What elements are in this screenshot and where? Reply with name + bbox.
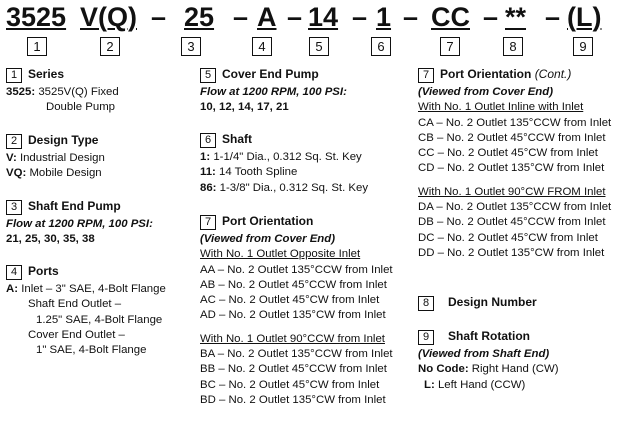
flow-condition: Flow at 1200 RPM, 100 PSI: xyxy=(6,218,153,230)
code-series: 3525 xyxy=(6,2,67,32)
code-number-box: 5 xyxy=(309,37,329,56)
shaft-code: 86: xyxy=(200,181,217,194)
model-code xyxy=(6,2,606,34)
section-cover-end-pump xyxy=(200,66,410,116)
orientation-group-heading: With No. 1 Outlet 90°CW FROM Inlet xyxy=(418,185,606,198)
design-type-text: Industrial Design xyxy=(19,152,105,164)
ports-cover-end-outlet: Cover End Outlet – xyxy=(28,328,125,341)
code-number-box: 8 xyxy=(503,37,523,56)
orientation-option: CD – No. 2 Outlet 135°CW from Inlet xyxy=(418,162,605,175)
section-title: Cover End Pump xyxy=(222,67,319,82)
section-title: Ports xyxy=(28,264,59,279)
orientation-option: AC – No. 2 Outlet 45°CW from Inlet xyxy=(200,294,380,307)
code-shaft: 1 xyxy=(376,2,392,32)
continued-note: (Cont.) xyxy=(534,67,572,82)
orientation-option: BB – No. 2 Outlet 45°CCW from Inlet xyxy=(200,363,387,376)
orientation-option: DD – No. 2 Outlet 135°CW from Inlet xyxy=(418,246,605,259)
ports-shaft-end-outlet-size: 1.25" SAE, 4-Bolt Flange xyxy=(36,313,163,326)
orientation-option: AB – No. 2 Outlet 45°CCW from Inlet xyxy=(200,278,387,291)
section-series xyxy=(6,66,191,116)
orientation-option: DA – No. 2 Outlet 135°CCW from Inlet xyxy=(418,201,612,214)
section-number: 9 xyxy=(418,330,434,345)
code-number-box: 6 xyxy=(371,37,391,56)
design-type-code: VQ: xyxy=(6,167,27,180)
rotation-code: No Code: xyxy=(418,363,469,376)
code-dash: – xyxy=(483,2,499,32)
view-note: (Viewed from Cover End) xyxy=(418,86,554,98)
section-title: Design Number xyxy=(448,295,537,310)
orientation-option: CB – No. 2 Outlet 45°CCW from Inlet xyxy=(418,131,606,144)
view-note: (Viewed from Shaft End) xyxy=(418,348,550,360)
shaft-code: 11: xyxy=(200,166,216,179)
section-number: 4 xyxy=(6,265,22,280)
code-design-number: ** xyxy=(505,2,527,32)
section-title: Shaft Rotation xyxy=(448,329,530,344)
section-shaft-rotation xyxy=(418,328,636,393)
code-dash: – xyxy=(233,2,249,32)
section-title: Shaft xyxy=(222,132,252,147)
code-number-box: 9 xyxy=(573,37,593,56)
design-type-text: Mobile Design xyxy=(29,167,102,180)
section-title: Port Orientation xyxy=(222,214,314,229)
section-number: 1 xyxy=(6,68,22,83)
shaft-text: 1-1/4" Dia., 0.312 Sq. St. Key xyxy=(213,151,362,163)
section-number: 2 xyxy=(6,134,22,149)
code-shaft-rotation: (L) xyxy=(567,2,602,32)
section-title: Port Orientation xyxy=(440,67,532,82)
series-description: 3525V(Q) Fixed xyxy=(38,86,119,98)
code-dash: – xyxy=(352,2,368,32)
ports-cover-end-outlet-size: 1" SAE, 4-Bolt Flange xyxy=(36,344,147,357)
section-ports xyxy=(6,263,196,358)
section-number: 6 xyxy=(200,133,216,148)
flow-values: 10, 12, 14, 17, 21 xyxy=(200,101,289,114)
ports-code: A: xyxy=(6,283,19,295)
shaft-text: 14 Tooth Spline xyxy=(219,166,298,179)
code-dash: – xyxy=(403,2,419,32)
series-description-2: Double Pump xyxy=(46,101,116,114)
ports-inlet: Inlet – 3" SAE, 4-Bolt Flange xyxy=(21,283,166,295)
section-number: 7 xyxy=(200,215,216,230)
code-number-box: 4 xyxy=(252,37,272,56)
section-number: 3 xyxy=(6,200,22,215)
orientation-option: BA – No. 2 Outlet 135°CCW from Inlet xyxy=(200,348,393,361)
orientation-group-heading: With No. 1 Outlet Opposite Inlet xyxy=(200,248,361,261)
section-shaft-end-pump xyxy=(6,198,191,248)
section-number: 7 xyxy=(418,68,434,83)
design-type-code: V: xyxy=(6,152,17,164)
orientation-option: BD – No. 2 Outlet 135°CW from Inlet xyxy=(200,393,386,406)
rotation-text: Right Hand (CW) xyxy=(471,363,559,376)
orientation-option: DC – No. 2 Outlet 45°CW from Inlet xyxy=(418,231,598,244)
code-number-box: 3 xyxy=(181,37,201,56)
orientation-group-heading: With No. 1 Outlet 90°CCW from Inlet xyxy=(200,332,385,345)
code-port-orientation: CC xyxy=(431,2,470,32)
code-dash: – xyxy=(545,2,561,32)
section-port-orientation-cont xyxy=(418,66,636,261)
shaft-code: 1: xyxy=(200,151,211,163)
section-title: Series xyxy=(28,67,65,82)
flow-condition: Flow at 1200 RPM, 100 PSI: xyxy=(200,86,347,98)
rotation-text: Left Hand (CCW) xyxy=(437,378,526,391)
code-cover-end-pump: 14 xyxy=(308,2,339,32)
orientation-option: CC – No. 2 Outlet 45°CW from Inlet xyxy=(418,147,598,160)
orientation-option: AD – No. 2 Outlet 135°CW from Inlet xyxy=(200,309,386,322)
orientation-option: DB – No. 2 Outlet 45°CCW from Inlet xyxy=(418,216,606,229)
code-design-type: V(Q) xyxy=(80,2,137,32)
section-number: 8 xyxy=(418,296,434,311)
code-dash: – xyxy=(287,2,303,32)
section-design-type xyxy=(6,132,191,182)
view-note: (Viewed from Cover End) xyxy=(200,233,336,245)
section-shaft xyxy=(200,131,415,196)
orientation-option: AA – No. 2 Outlet 135°CCW from Inlet xyxy=(200,263,393,276)
section-title: Shaft End Pump xyxy=(28,199,121,214)
section-port-orientation xyxy=(200,213,415,408)
code-number-box: 1 xyxy=(27,37,47,56)
section-title: Design Type xyxy=(28,133,99,148)
section-design-number xyxy=(418,294,636,313)
code-number-box: 2 xyxy=(100,37,120,56)
flow-values: 21, 25, 30, 35, 38 xyxy=(6,233,95,246)
code-shaft-end-pump: 25 xyxy=(184,2,215,32)
series-code: 3525: xyxy=(6,86,36,98)
code-dash: – xyxy=(151,2,167,32)
orientation-option: BC – No. 2 Outlet 45°CW from Inlet xyxy=(200,378,380,391)
code-number-box: 7 xyxy=(440,37,460,56)
rotation-code: L: xyxy=(424,378,435,391)
ports-shaft-end-outlet: Shaft End Outlet – xyxy=(28,298,122,311)
code-ports: A xyxy=(257,2,277,32)
orientation-option: CA – No. 2 Outlet 135°CCW from Inlet xyxy=(418,116,612,129)
shaft-text: 1-3/8" Dia., 0.312 Sq. St. Key xyxy=(219,181,369,194)
orientation-group-heading: With No. 1 Outlet Inline with Inlet xyxy=(418,101,584,114)
section-number: 5 xyxy=(200,68,216,83)
